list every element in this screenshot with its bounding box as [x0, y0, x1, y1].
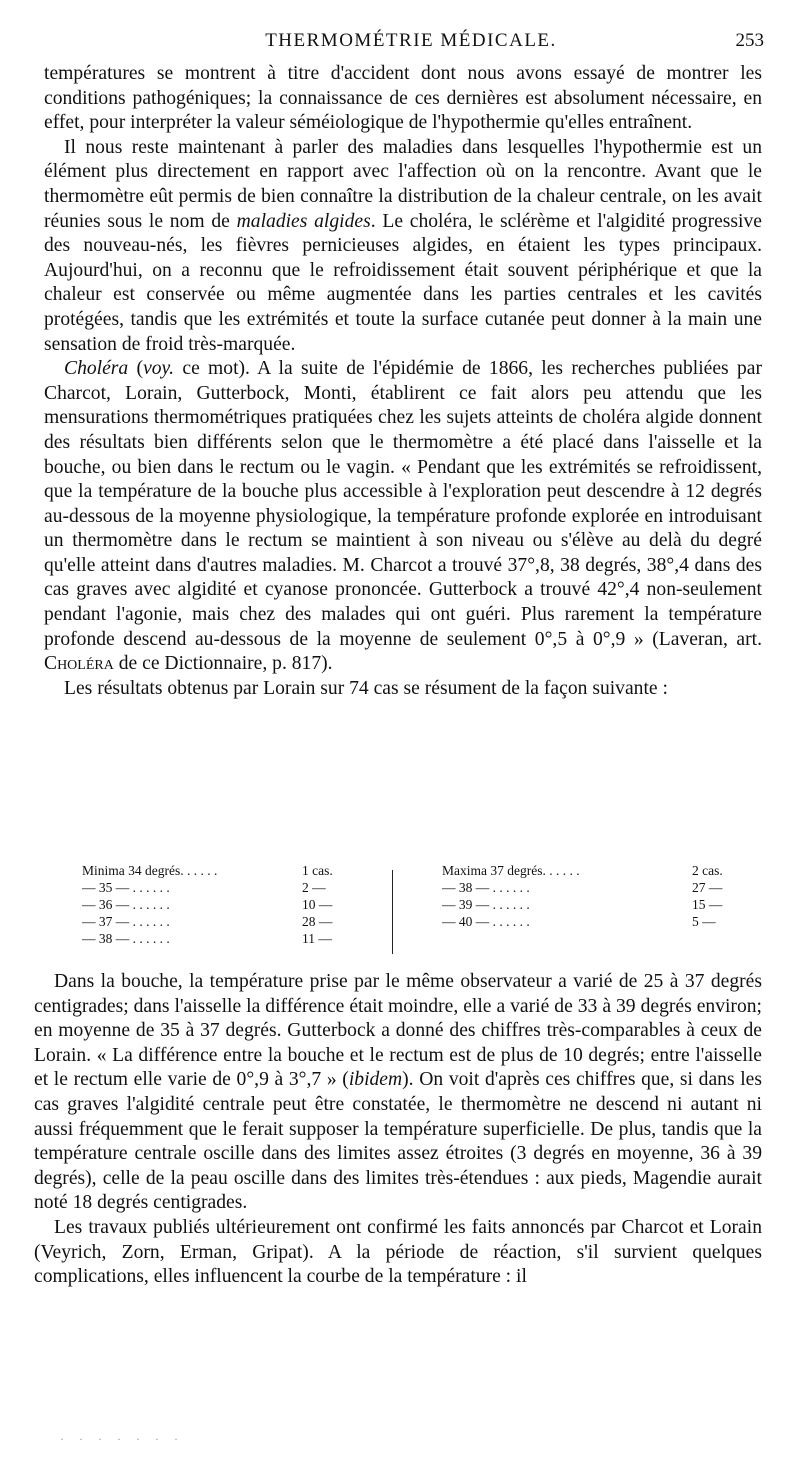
- emphasis-maladies-algides: maladies algides: [236, 210, 371, 232]
- row-count: 15 —: [692, 897, 723, 912]
- row-label: — 40 — . . . . . .: [442, 914, 530, 929]
- table-row: [442, 879, 742, 896]
- cross-reference-voy: voy.: [143, 358, 175, 380]
- row-label: — 37 — . . . . . .: [82, 914, 170, 929]
- table-row: [442, 913, 742, 930]
- table-row: [82, 862, 382, 879]
- paragraph-results-intro: Les résultats obtenus par Lorain sur 74 cas se résument de la façon suivante :: [64, 677, 668, 699]
- row-label: — 35 — . . . . . .: [82, 880, 170, 895]
- page-number: 253: [735, 30, 764, 51]
- row-label: Minima 34 degrés. . . . . .: [82, 863, 218, 878]
- row-count: 27 —: [692, 880, 723, 895]
- text-segment: ). On voit d'après ces chiffres que, si dans les cas graves l'algidité centrale peut être constatée, le thermomètre ne descend ni autant ni aussi fréquemment que le ferait supposer la température superficielle. De plus, tandis que la température centrale oscille dans des limites assez étroites (3 degrés en moyenne, 36 à 39 degrés), celle de la peau oscille dans des limites très-étendues : aux pieds, Magendie aurait noté 18 degrés centigrades.: [34, 1069, 762, 1214]
- table-row: [82, 879, 382, 896]
- body-text-bottom: [34, 970, 762, 1290]
- row-label: — 39 — . . . . . .: [442, 897, 530, 912]
- paragraph-algid-diseases: [44, 136, 762, 357]
- row-count: 2 —: [302, 880, 326, 895]
- row-label: — 38 — . . . . . .: [442, 880, 530, 895]
- row-count: 5 —: [692, 914, 716, 929]
- paragraph-continuation: températures se montrent à titre d'accident dont nous avons essayé de montrer les conditions pathogéniques; la connaissance de ces dernières est absolument nécessaire, en effet, pour interpréter la valeur séméiologique de l'hypothermie qu'elles entraînent.: [44, 63, 762, 134]
- row-count: 1 cas.: [302, 863, 333, 878]
- minima-column: [82, 862, 382, 947]
- page-header: [58, 26, 764, 52]
- emphasis-ibidem: ibidem: [348, 1069, 403, 1091]
- table-row: [82, 896, 382, 913]
- row-label: — 38 — . . . . . .: [82, 931, 170, 946]
- body-text-top: [44, 62, 762, 701]
- row-count: 28 —: [302, 914, 333, 929]
- row-label: Maxima 37 degrés. . . . . .: [442, 863, 580, 878]
- row-count: 10 —: [302, 897, 333, 912]
- text-segment: de ce Dictionnaire, p. 817).: [113, 653, 333, 675]
- table-divider: [392, 870, 393, 954]
- text-segment: Dans la bouche, la température prise par le même observateur a varié de 25 à 37 degrés centigrades; dans l'aisselle la différence était moindre, elle a varié de 33 à 39 degrés environ; en moyenne de 35 à 37 degrés. Gutterbock a donné des chiffres très-comparables à ceux de Lorain. « La différence entre la bouche et le rectum est de plus de 10 degrés; entre l'aisselle et le rectum elle varie de 0°,9 à 3°,7 » (: [34, 971, 762, 1091]
- table-row: [442, 896, 742, 913]
- text-segment: . Le choléra, le sclérème et l'algidité progressive des nouveau-nés, les fièvres pernicieuses algides, en étaient les types principaux. Aujourd'hui, on a reconnu que le refroidissement était souvent périphérique et que la chaleur est conservée ou même augmentée dans les parties centrales et les cavités protégées, tandis que les extrémités et toute la surface cutanée peut donner à la main une sensation de froid très-marquée.: [44, 210, 762, 355]
- running-title: THERMOMÉTRIE MÉDICALE.: [265, 30, 557, 51]
- table-row: [82, 930, 382, 947]
- paragraph-cholera: Choléra (voy. ce mot). A la suite de l'épidémie de 1866, les recherches publiées par Charcot, Lorain, Gutterbock, Monti, établirent ce fait alors peu attendu que les mensurations thermométriques pratiquées chez les sujets atteints de choléra algide donnent des résultats bien différents selon que le thermomètre a été placé dans l'aisselle et la bouche, ou bien dans le rectum ou le vagin. « Pendant que les extrémités se refroidissent, que la température de la bouche plus accessible à l'exploration peut descendre à 12 degrés au-dessous de la moyenne physiologique, la température profonde explorée en introduisant un thermomètre dans le rectum se maintient à son niveau ou s'élève au delà du degré qu'elle atteint dans d'autres maladies. M. Charcot a trouvé 37°,8, 38 degrés, 38°,4 dans des cas graves avec algidité et cyanose prononcée. Gutterbock a trouvé 42°,4 non-seulement pendant l'agonie, mais chez des malades qui ont guéri. Plus rarement la température profonde descend au-dessous de la moyenne de seulement 0°,5 à 0°,9 » (Laveran, art. Choléra de ce Dictionnaire, p. 817).: [44, 358, 762, 675]
- paragraph-later-work: Les travaux publiés ultérieurement ont confirmé les faits annoncés par Charcot et Lorain (Veyrich, Zorn, Erman, Gripat). A la période de réaction, s'il survient quelques complications, elles influencent la courbe de la température : il: [34, 1216, 762, 1288]
- scan-artifact-marks: · · · · · · ·: [60, 1432, 184, 1446]
- article-name: Choléra: [44, 653, 114, 675]
- row-label: — 36 — . . . . . .: [82, 897, 170, 912]
- table-row: [442, 862, 742, 879]
- paragraph-mouth-temperature: [34, 970, 762, 1216]
- maxima-column: [442, 862, 742, 930]
- row-count: 2 cas.: [692, 863, 723, 878]
- table-row: [82, 913, 382, 930]
- lorain-results-table: [62, 862, 722, 954]
- entry-term-cholera: Choléra: [64, 358, 129, 380]
- row-count: 11 —: [302, 931, 332, 946]
- text-segment: Il nous reste maintenant à parler des maladies dans lesquelles l'hypothermie est un élément plus directement en rapport avec l'affection où on la rencontre. Avant que le thermomètre eût permis de bien connaître la distribution de la chaleur centrale, on les avait réunies sous le nom de: [44, 136, 762, 232]
- text-segment: ce mot). A la suite de l'épidémie de 1866, les recherches publiées par Charcot, Lorain, Gutterbock, Monti, établirent ce fait alors peu attendu que les mensurations thermométriques pratiquées chez les sujets atteints de choléra algide donnent des résultats bien différents selon que le thermomètre a été placé dans l'aisselle et la bouche, ou bien dans le rectum ou le vagin. « Pendant que les extrémités se refroidissent, que la température de la bouche plus accessible à l'exploration peut descendre à 12 degrés au-dessous de la moyenne physiologique, la température profonde explorée en introduisant un thermomètre dans le rectum se maintient à son niveau ou s'élève au delà du degré qu'elle atteint dans d'autres maladies. M. Charcot a trouvé 37°,8, 38 degrés, 38°,4 dans des cas graves avec algidité et cyanose prononcée. Gutterbock a trouvé 42°,4 non-seulement pendant l'agonie, mais chez des malades qui ont guéri. Plus rarement la température profonde descend au-dessous de la moyenne de seulement 0°,5 à 0°,9 » (Laveran, art.: [44, 358, 762, 650]
